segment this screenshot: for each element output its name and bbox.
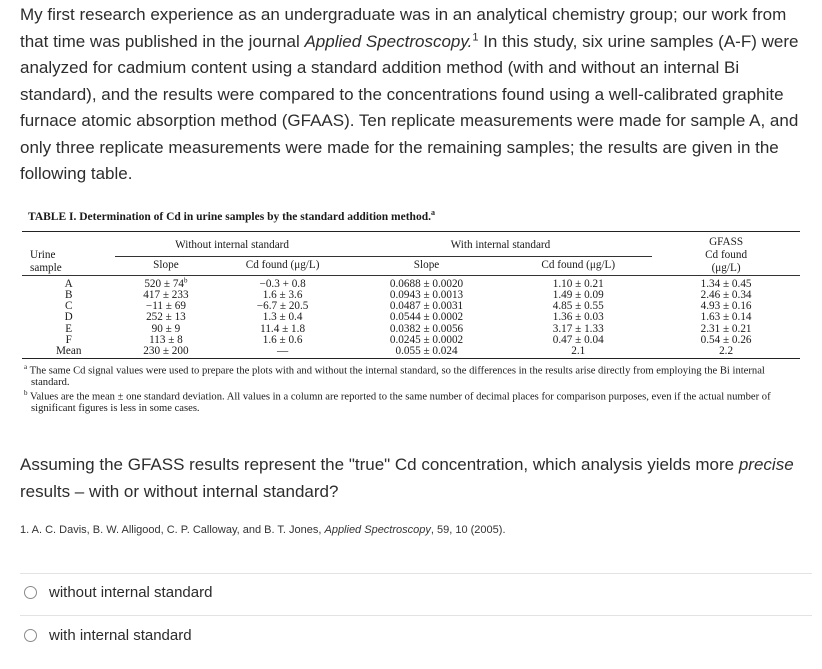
header-slope-with: Slope <box>413 259 440 272</box>
option-divider-top <box>20 573 812 574</box>
table-caption <box>28 208 800 223</box>
table-row: B 417 ± 233 1.6 ± 3.6 0.0943 ± 0.0013 1.49 ± 0.09 2.46 ± 0.34 <box>64 289 752 302</box>
table-row: C −11 ± 69 −6.7 ± 20.5 0.0487 ± 0.0031 4.85 ± 0.55 4.93 ± 0.16 <box>64 300 752 313</box>
intro-paragraph <box>20 2 810 188</box>
header-gfass: GFASS Cd found (μg/L) <box>652 231 800 275</box>
data-table-figure <box>22 208 800 414</box>
table-row: F 113 ± 8 1.6 ± 0.6 0.0245 ± 0.0002 0.47 ± 0.04 0.54 ± 0.26 <box>65 333 752 346</box>
radio-button[interactable] <box>24 629 37 642</box>
option-label: without internal standard <box>49 584 213 601</box>
intro-text-part1: My first research experience as an undergraduate was in an analytical chemistry group; our work from that time was published in the journal <box>20 5 787 51</box>
option-divider-middle <box>20 615 812 616</box>
table-row: D 252 ± 13 1.3 ± 0.4 0.0544 ± 0.0002 1.36 ± 0.03 1.63 ± 0.14 <box>64 311 752 324</box>
reference-marker: 1 <box>472 30 479 43</box>
header-group-with: With internal standard <box>349 231 652 256</box>
intro-text-part2: In this study, six urine samples (A-F) were analyzed for cadmium content using a standard addition method (with and without an internal Bi standard), and the results were compared to the concentrations found using a well-calibrated graphite furnace atomic absorption method (GFAAS). Ten replicate measurements were made for sample A, and only three replicate measurements were made for the remaining samples; the results are given in the following table. <box>20 31 799 183</box>
question-text: Assuming the GFASS results represent the "true" Cd concentration, which analysis yields more precise results – with or without internal standard? <box>20 455 794 501</box>
option-label: with internal standard <box>49 627 192 644</box>
cadmium-results-table <box>22 231 800 359</box>
footnote-b: $^b$ Values are the mean ± one standard deviation. All values in a column are reported to the same number of decimal places for comparison purposes, even if the actual number of significant figures is less in some cases. <box>24 389 771 414</box>
table-row: E 90 ± 9 11.4 ± 1.8 0.0382 ± 0.0056 3.17 ± 1.33 2.31 ± 0.21 <box>65 322 752 335</box>
option-with-internal-standard[interactable] <box>24 627 192 644</box>
journal-name: Applied Spectroscopy. <box>304 31 473 51</box>
header-cd-with: Cd found (μg/L) <box>541 259 616 272</box>
radio-button[interactable] <box>24 586 37 599</box>
table-row-mean: Mean 230 ± 200 — 0.055 ± 0.024 2.1 2.2 <box>22 346 800 359</box>
emphasis-precise: precise <box>738 455 794 474</box>
header-group-without: Without internal standard <box>115 231 348 256</box>
header-cd-without: Cd found (μg/L) <box>245 259 320 272</box>
option-without-internal-standard[interactable] <box>24 584 212 601</box>
table-caption-text: TABLE I. Determination of Cd in urine samples by the standard addition method. <box>28 210 431 223</box>
reference-citation: 1. A. C. Davis, B. W. Alligood, C. P. Calloway, and B. T. Jones, Applied Spectroscopy, 59, 10 (2005). <box>20 524 506 536</box>
header-sample: Urine sample <box>22 231 115 275</box>
footnote-a: $^a$ The same Cd signal values were used to prepare the plots with and without the internal standard, so the differences in the results arise directly from employing the Bi internal standard. <box>24 363 765 388</box>
header-slope-without: Slope <box>153 259 179 272</box>
table-footnotes <box>22 362 800 414</box>
caption-footnote-mark: a <box>430 208 435 217</box>
table-row: A 520 ± 74$^b$ −0.3 + 0.8 0.0688 ± 0.0020 1.10 ± 0.21 1.34 ± 0.45 <box>22 275 800 290</box>
